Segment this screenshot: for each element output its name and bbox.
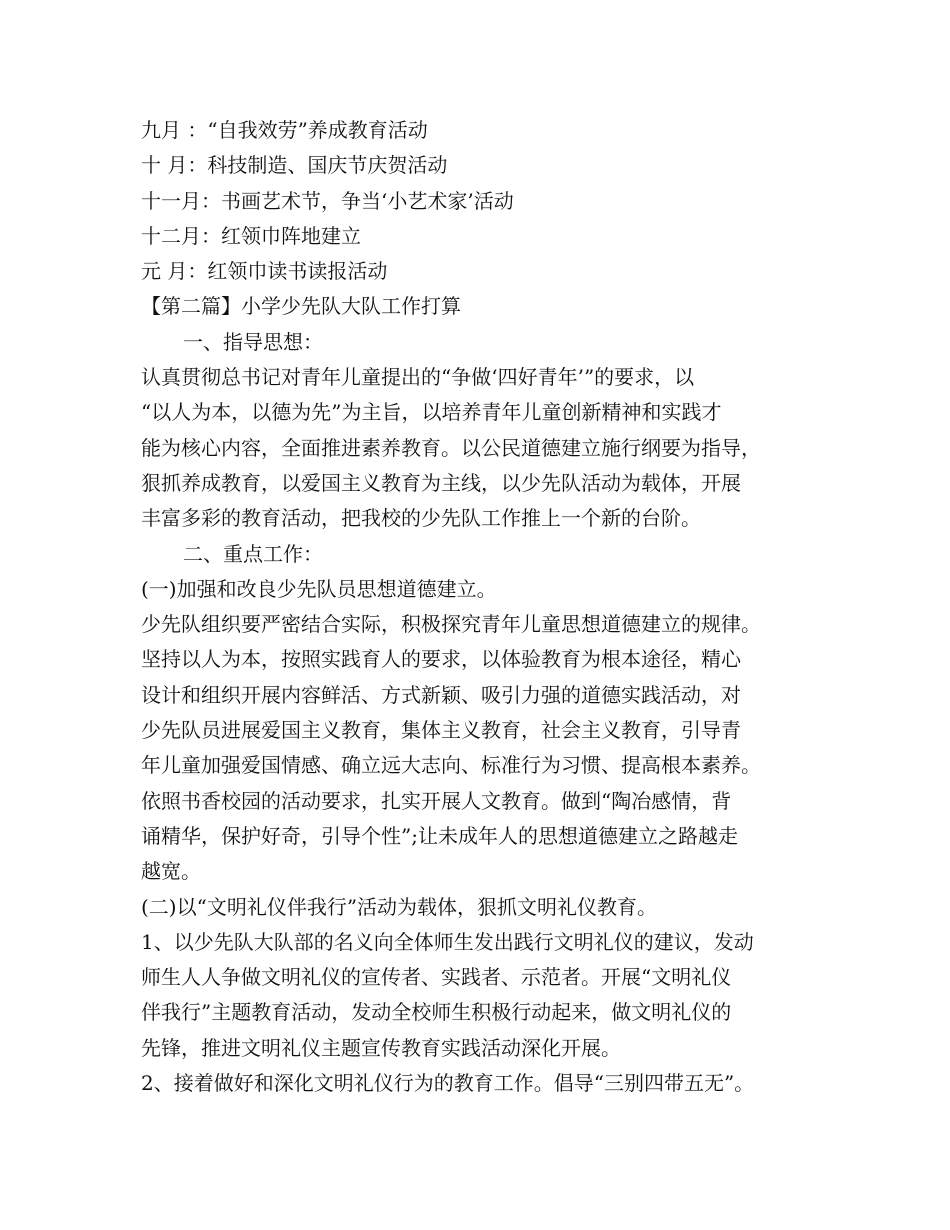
text-line: 设计和组织开展内容鲜活、方式新颖、吸引力强的道德实践活动，对 bbox=[141, 682, 741, 707]
text-line: 依照书香校园的活动要求，扎实开展人文教育。做到“陶冶感情，背 bbox=[141, 788, 732, 813]
text-line: 能为核心内容，全面推进素养教育。以公民道德建立施行纲要为指导， bbox=[141, 435, 761, 460]
text-line: 认真贯彻总书记对青年儿童提出的“争做‘四好青年’”的要求，以 bbox=[141, 365, 695, 390]
text-line: 2、接着做好和深化文明礼仪行为的教育工作。倡导“三别四带五无”。 bbox=[141, 1071, 755, 1096]
text-line: 诵精华，保护好奇，引导个性”;让未成年人的思想道德建立之路越走 bbox=[141, 823, 738, 848]
text-line: 年儿童加强爱国情感、确立远大志向、标准行为习惯、提高根本素养。 bbox=[141, 753, 761, 778]
text-line: “以人为本，以德为先”为主旨，以培养青年儿童创新精神和实践才 bbox=[141, 400, 722, 425]
text-line: 十一月：书画艺术节，争当‘小艺术家’活动 bbox=[141, 188, 514, 213]
text-line: 少先队员进展爱国主义教育，集体主义教育，社会主义教育，引导青 bbox=[141, 718, 741, 743]
text-line: 元 月：红领巾读书读报活动 bbox=[141, 259, 388, 284]
text-line: 先锋，推进文明礼仪主题宣传教育实践活动深化开展。 bbox=[141, 1035, 621, 1060]
text-line: 坚持以人为本，按照实践育人的要求，以体验教育为根本途径，精心 bbox=[141, 647, 741, 672]
text-line: 丰富多彩的教育活动，把我校的少先队工作推上一个新的台阶。 bbox=[141, 506, 701, 531]
subheading: 一、指导思想： bbox=[183, 329, 323, 354]
subheading: 二、重点工作： bbox=[183, 541, 323, 566]
text-line: 师生人人争做文明礼仪的宣传者、实践者、示范者。开展“文明礼仪 bbox=[141, 965, 732, 990]
text-line: 少先队组织要严密结合实际，积极探究青年儿童思想道德建立的规律。 bbox=[141, 612, 761, 637]
text-line: (一)加强和改良少先队员思想道德建立。 bbox=[141, 576, 497, 601]
text-line: 伴我行”主题教育活动，发动全校师生积极行动起来，做文明礼仪的 bbox=[141, 1000, 732, 1025]
text-line: 1、以少先队大队部的名义向全体师生发出践行文明礼仪的建议，发动 bbox=[141, 929, 754, 954]
text-line: 狠抓养成教育，以爱国主义教育为主线，以少先队活动为载体，开展 bbox=[141, 470, 741, 495]
text-line: 十 月：科技制造、国庆节庆贺活动 bbox=[141, 153, 448, 178]
text-line: 九月 ：“自我效劳”养成教育活动 bbox=[141, 118, 428, 142]
document-body bbox=[141, 113, 841, 1101]
text-line: 越宽。 bbox=[141, 859, 201, 884]
text-line: (二)以“文明礼仪伴我行”活动为载体，狠抓文明礼仪教育。 bbox=[141, 894, 658, 919]
section-heading: 【第二篇】小学少先队大队工作打算 bbox=[141, 294, 461, 319]
text-line: 十二月：红领巾阵地建立 bbox=[141, 223, 361, 248]
